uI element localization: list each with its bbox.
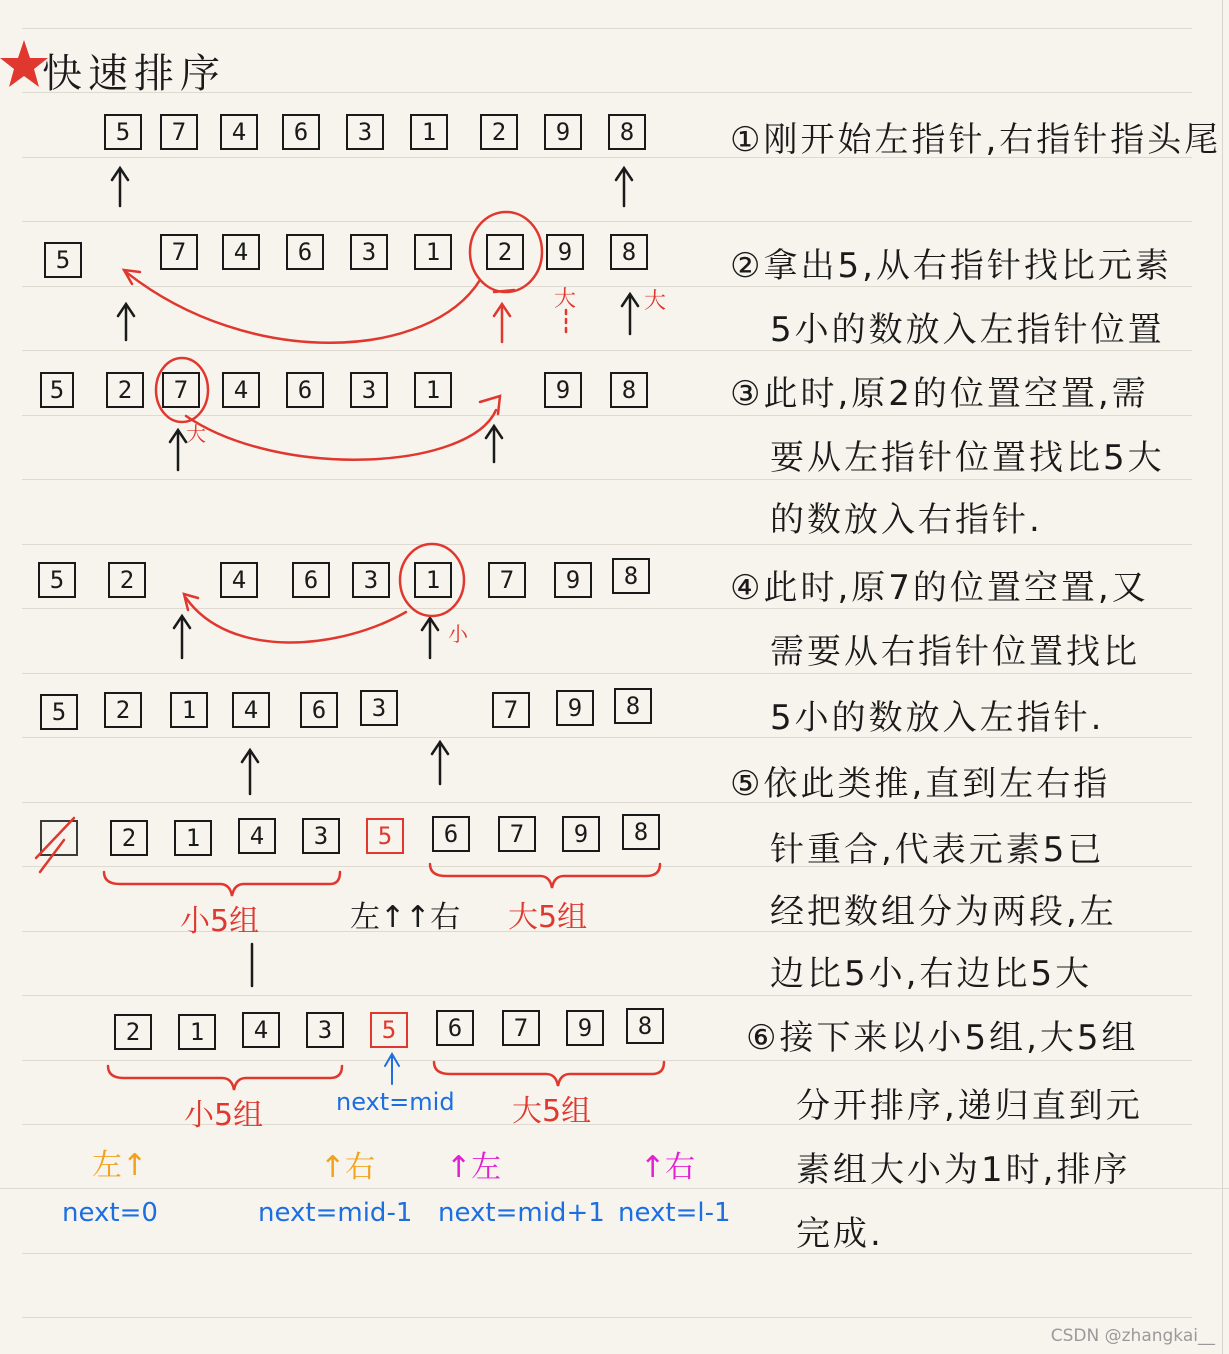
array-box: 8 [626, 1008, 664, 1044]
note-line: 的数放入右指针. [770, 500, 1043, 540]
array-box: 8 [612, 558, 650, 594]
right-pointer-label: ↑右 [640, 1150, 696, 1185]
note-line: ②拿出5,从右指针找比元素 [730, 246, 1172, 286]
array-box: 8 [608, 114, 646, 150]
array-box: 7 [498, 816, 536, 852]
up-arrow-icon [118, 304, 134, 340]
array-box: 2 [114, 1014, 152, 1050]
array-box: 9 [544, 114, 582, 150]
left-pointer-label: ↑左 [446, 1150, 502, 1185]
up-arrow-icon [170, 430, 186, 470]
up-arrow-icon [616, 168, 632, 206]
note-line: ①刚开始左指针,右指针指头尾 [730, 120, 1222, 160]
array-box: 2 [480, 114, 518, 150]
note-line: 针重合,代表元素5已 [770, 830, 1105, 870]
array-box: 4 [220, 114, 258, 150]
up-arrow-icon [622, 294, 638, 334]
array-box: 6 [436, 1010, 474, 1046]
pivot-box: 5 [366, 818, 404, 854]
array-box: 7 [160, 114, 198, 150]
array-box: 6 [292, 562, 330, 598]
array-box: 1 [178, 1014, 216, 1050]
mark-label: 小 [448, 622, 468, 646]
big-group-brace [430, 864, 660, 888]
big-group-label: 大5组 [512, 1094, 592, 1129]
note-line: 分开排序,递归直到元 [796, 1086, 1143, 1126]
array-box: 2 [486, 234, 524, 270]
array-box: 1 [174, 820, 212, 856]
small-group-label: 小5组 [184, 1098, 264, 1133]
up-arrow-icon [112, 168, 128, 206]
array-box: 9 [544, 372, 582, 408]
array-box: 8 [614, 688, 652, 724]
array-box: 4 [232, 692, 270, 728]
up-arrow-icon [486, 426, 502, 462]
array-box: 3 [346, 114, 384, 150]
array-box: 6 [286, 372, 324, 408]
array-box: 9 [554, 562, 592, 598]
array-box: 1 [414, 562, 452, 598]
up-arrow-icon [174, 616, 190, 658]
array-box: 6 [286, 234, 324, 270]
array-box: 4 [222, 234, 260, 270]
note-line: ④此时,原7的位置空置,又 [730, 568, 1149, 608]
array-box: 6 [282, 114, 320, 150]
cross-mark [36, 818, 74, 872]
array-box: 3 [350, 372, 388, 408]
array-box: 6 [432, 816, 470, 852]
next-label: next=mid+1 [438, 1198, 605, 1228]
arrow-head-icon [184, 594, 198, 610]
arrow-head-icon [480, 396, 500, 414]
array-box: 1 [414, 372, 452, 408]
array-box: 7 [502, 1010, 540, 1046]
array-box: 3 [302, 818, 340, 854]
array-box: 5 [40, 694, 78, 730]
array-box: 9 [546, 234, 584, 270]
array-box: 3 [306, 1012, 344, 1048]
small-group-brace [108, 1066, 342, 1090]
note-line: 需要从右指针位置找比 [770, 632, 1140, 672]
array-box: 1 [410, 114, 448, 150]
move-arrow [186, 410, 496, 460]
array-box: 2 [110, 820, 148, 856]
up-arrow-icon [494, 304, 510, 342]
next-label: next=mid-1 [258, 1198, 413, 1228]
array-box: 7 [160, 234, 198, 270]
move-arrow [126, 272, 480, 343]
up-arrow-icon [432, 742, 448, 784]
array-box: 3 [360, 690, 398, 726]
array-box: 7 [488, 562, 526, 598]
small-group-brace [104, 872, 340, 896]
mid-arrow-icon [385, 1054, 399, 1084]
right-pointer-label: ↑右 [320, 1150, 376, 1185]
highlight-circle [156, 358, 208, 422]
mid-label: next=mid [336, 1088, 455, 1116]
array-box: 5 [40, 372, 74, 408]
array-box: 2 [106, 372, 144, 408]
note-line: 要从左指针位置找比5大 [770, 438, 1165, 478]
next-label: next=0 [62, 1198, 158, 1228]
array-box: 8 [610, 234, 648, 270]
note-line: ⑤依此类推,直到左右指 [730, 764, 1111, 804]
note-line: 5小的数放入左指针. [770, 698, 1105, 738]
up-arrow-icon [422, 618, 438, 658]
big-group-label: 大5组 [508, 900, 588, 935]
array-box: 5 [38, 562, 76, 598]
left-pointer-label: 左↑ [92, 1148, 148, 1183]
array-box: 2 [108, 562, 146, 598]
watermark: CSDN @zhangkai__ [1050, 1326, 1215, 1346]
array-box: 8 [622, 814, 660, 850]
array-box: 4 [238, 818, 276, 854]
note-line: ③此时,原2的位置空置,需 [730, 374, 1149, 414]
mark-label: 大 [644, 289, 667, 314]
pivot-box: 5 [44, 242, 82, 278]
page-title: 快速排序 [42, 51, 226, 97]
pivot-box: 5 [370, 1012, 408, 1048]
pointer-label: 左↑↑右 [350, 900, 461, 935]
small-group-label: 小5组 [180, 904, 260, 939]
note-line: 完成. [796, 1214, 884, 1254]
mark-label: 大 [554, 287, 577, 312]
array-box: 1 [170, 692, 208, 728]
array-box: 4 [242, 1012, 280, 1048]
mark-label: 大 [186, 422, 206, 446]
array-box: 2 [104, 692, 142, 728]
note-line: 素组大小为1时,排序 [796, 1150, 1131, 1190]
array-box: 9 [566, 1010, 604, 1046]
note-line: 边比5小,右边比5大 [770, 954, 1093, 994]
note-line: 经把数组分为两段,左 [770, 892, 1117, 932]
array-box: 5 [104, 114, 142, 150]
highlight-circle [400, 544, 464, 616]
array-box: 6 [300, 692, 338, 728]
array-box: 8 [610, 372, 648, 408]
array-box: 3 [350, 234, 388, 270]
up-arrow-icon [242, 750, 258, 794]
array-box: 4 [220, 562, 258, 598]
next-label: next=l-1 [618, 1198, 731, 1228]
array-box: 7 [162, 372, 200, 408]
note-line: ⑥接下来以小5组,大5组 [746, 1018, 1139, 1058]
move-arrow [186, 598, 406, 643]
array-box: 9 [562, 816, 600, 852]
array-box: 1 [414, 234, 452, 270]
note-line: 5小的数放入左指针位置 [770, 310, 1165, 350]
big-group-brace [434, 1062, 664, 1086]
array-box: 7 [492, 692, 530, 728]
array-box: 3 [352, 562, 390, 598]
array-box: 9 [556, 690, 594, 726]
array-box: 4 [222, 372, 260, 408]
